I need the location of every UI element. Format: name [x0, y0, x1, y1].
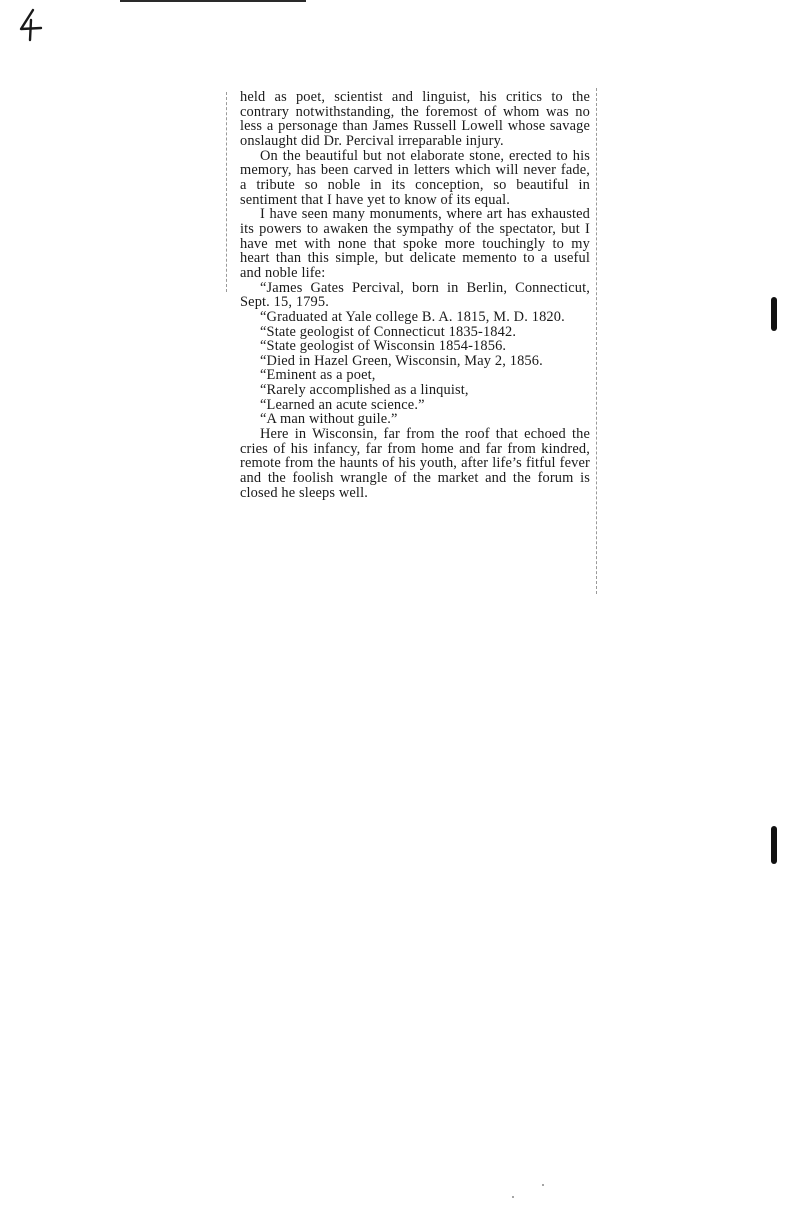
top-edge-rule: [120, 0, 306, 2]
article-column: [240, 90, 590, 500]
clipping-left-edge: [226, 92, 228, 292]
inscription-line-graduated: “Graduated at Yale college B. A. 1815, M. D. 1820.: [260, 308, 565, 325]
inscription-line-science: “Learned an acute science.”: [260, 396, 425, 413]
scan-speck: [542, 1184, 544, 1186]
paragraph-monuments: I have seen many monuments, where art has exhausted its powers to awaken the sympathy of the spectator, but I have met with none that spoke more touchingly to my heart than this simple, but delicate memento to a useful and noble life:: [240, 206, 590, 281]
binder-hole-upper: [771, 297, 777, 331]
paragraph-sleeps-well: Here in Wisconsin, far from the roof that echoed the cries of his infancy, far from home and far from kindred, remote from the haunts of his youth, after life’s fitful fever and the foolish wrangle of the market and the forum is closed he sleeps well.: [240, 426, 590, 501]
inscription-line-wisconsin-geologist: “State geologist of Wisconsin 1854-1856.: [260, 338, 507, 355]
paragraph-percival-critics: held as poet, scientist and linguist, his critics to the contrary notwithstanding, the foremost of whom was no less a personage than James Russell Lowell whose savage onslaught did Dr. Percival irreparable injury.: [240, 89, 590, 149]
binder-hole-lower: [771, 826, 777, 864]
inscription-line-connecticut-geologist: “State geologist of Connecticut 1835-1842.: [260, 323, 517, 340]
inscription-line-linguist: “Rarely accomplished as a linquist,: [260, 382, 469, 399]
inscription-line-poet: “Eminent as a poet,: [260, 367, 376, 384]
scan-speck: [512, 1196, 514, 1198]
newspaper-clipping: [226, 88, 598, 596]
handwritten-page-number: [16, 8, 44, 42]
clipping-right-edge: [596, 88, 598, 594]
paragraph-memorial-stone: On the beautiful but not elaborate stone, erected to his memory, has been carved in letters which will never fade, a tribute so noble in its conception, so beautiful in sentiment that I have yet to know of its equal.: [240, 147, 590, 208]
inscription-line-died: “Died in Hazel Green, Wisconsin, May 2, 1856.: [260, 352, 543, 369]
inscription-line-guile: “A man without guile.”: [260, 411, 398, 428]
inscription-line-born: “James Gates Percival, born in Berlin, Connecticut, Sept. 15, 1795.: [240, 279, 590, 311]
